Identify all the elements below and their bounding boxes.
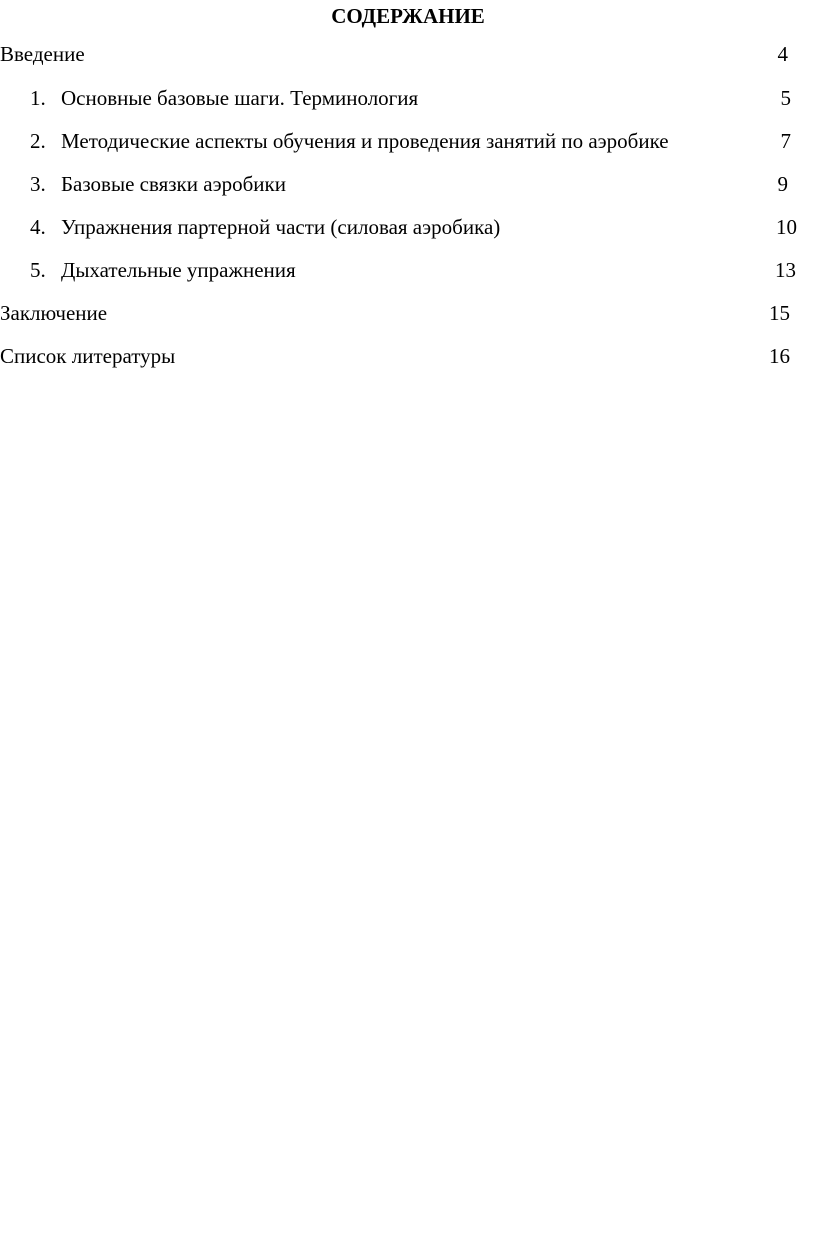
toc-entry-page: 15 [769,301,790,325]
toc-entry-page: 5 [780,86,791,110]
toc-entry-page: 9 [777,172,788,196]
toc-entry-page: 4 [777,42,788,66]
toc-entry-5[interactable] [0,256,816,284]
toc-entry-page: 13 [775,258,796,282]
toc-entry-3[interactable] [0,170,816,198]
toc-entry-text: Дыхательные упражнения [61,258,296,282]
toc-entry-conclusion[interactable] [0,299,816,327]
toc-entry-4[interactable] [0,213,816,241]
toc-entry-number: 1. [30,86,46,110]
toc-entry-text: Методические аспекты обучения и проведения занятий по аэробике [61,129,669,153]
toc-entry-number: 3. [30,172,46,196]
toc-entry-page: 10 [776,215,797,239]
toc-entry-text: Упражнения партерной части (силовая аэробика) [61,215,501,239]
toc-entry-text: Заключение [0,301,108,325]
toc-entry-number: 5. [30,258,46,282]
toc-title: СОДЕРЖАНИЕ [331,4,485,28]
toc-entry-introduction[interactable] [0,40,816,68]
toc-entry-2[interactable] [0,127,816,155]
toc-entry-page: 16 [769,344,790,368]
toc-entry-text: Введение [0,42,85,66]
toc-entry-text: Список литературы [0,344,176,368]
toc-entry-page: 7 [780,129,791,153]
toc-entry-text: Базовые связки аэробики [61,172,286,196]
toc-entry-1[interactable] [0,84,816,112]
toc-entry-number: 4. [30,215,46,239]
toc-entry-number: 2. [30,129,46,153]
toc-entry-text: Основные базовые шаги. Терминология [61,86,419,110]
toc-entry-bibliography[interactable] [0,342,816,370]
